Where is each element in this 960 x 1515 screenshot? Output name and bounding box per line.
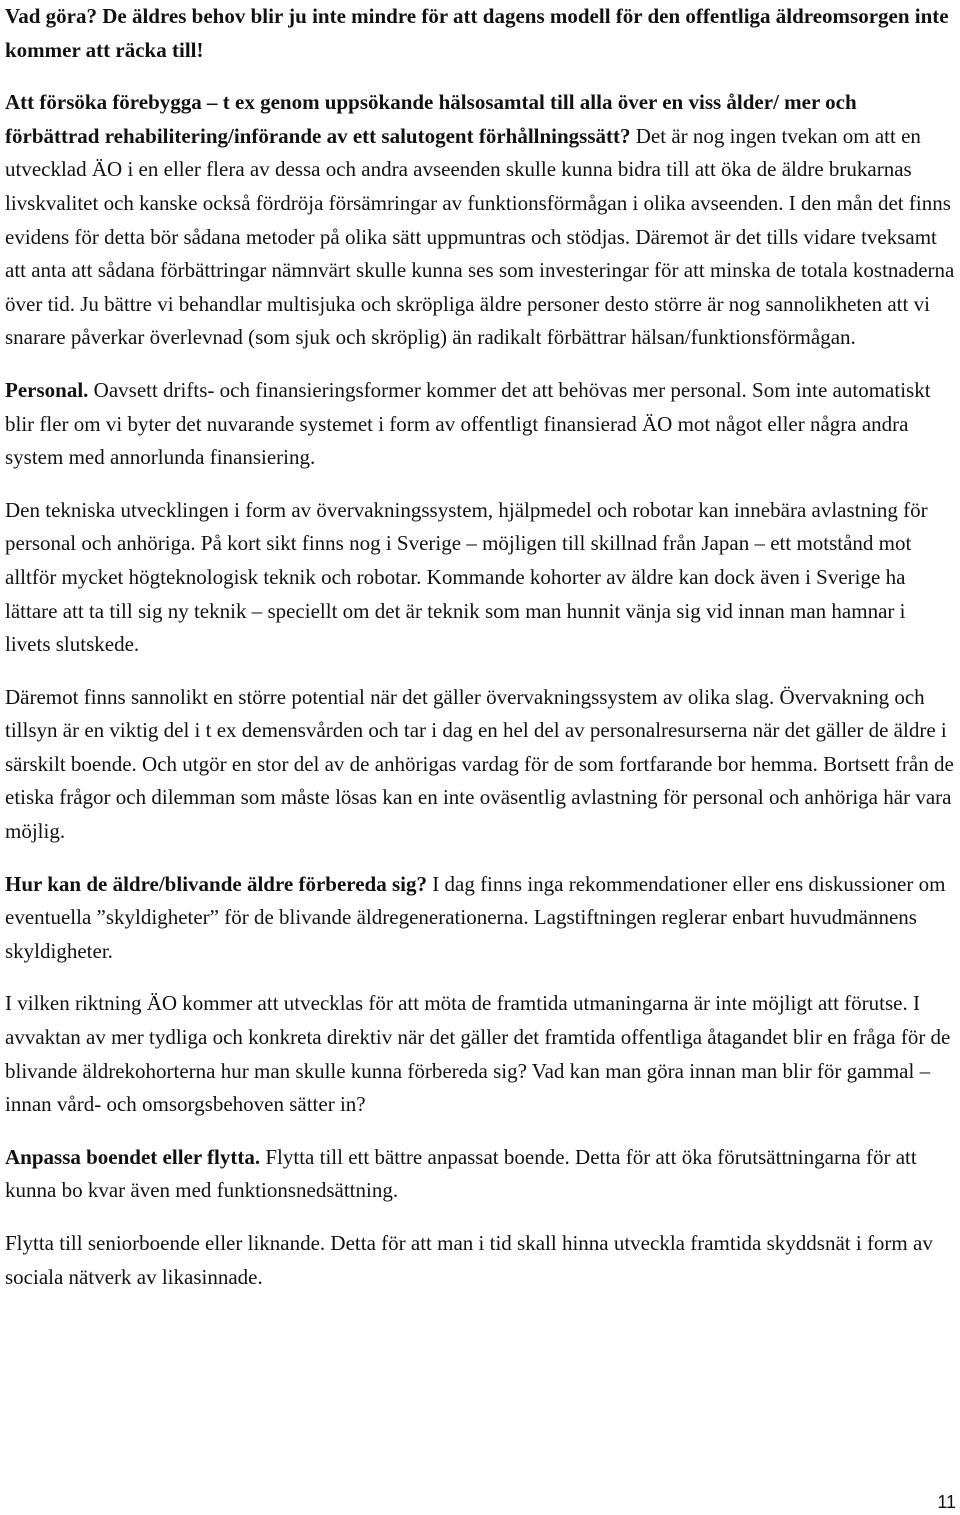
page-number: 11 xyxy=(937,1492,956,1512)
paragraph-housing xyxy=(5,1141,955,1208)
paragraph-preparation xyxy=(5,868,955,969)
section-heading: Vad göra? De äldres behov blir ju inte mindre för att dagens modell för den offentliga äldreomsorgen inte kommer att räcka till! xyxy=(5,4,949,62)
paragraph-body: I dag finns inga rekommendationer eller ens diskussioner om eventuella ”skyldigheter” för de blivande äldregenerationerna. Lagstiftningen reglerar enbart huvudmännens skyldigheter. xyxy=(5,871,946,963)
paragraph-technology xyxy=(5,494,955,662)
paragraph-body: I vilken riktning ÄO kommer att utvecklas för att möta de framtida utmaningarna är inte möjligt att förutse. I avvaktan av mer tydliga och konkreta direktiv när det gäller det framtida offentliga åtagandet blir en fråga för de blivande äldrekohorterna hur man skulle kunna förbereda sig? Vad kan man göra innan man blir för gammal – innan vård- och omsorgsbehoven sätter in? xyxy=(5,991,951,1117)
paragraph-monitoring xyxy=(5,681,955,849)
paragraph-personal xyxy=(5,374,955,475)
paragraph-body: Den tekniska utvecklingen i form av övervakningssystem, hjälpmedel och robotar kan innebära avlastning för personal och anhöriga. På kort sikt finns nog i Sverige – möjligen till skillnad från Japan – ett motstånd mot alltför mycket högteknologisk teknik och robotar. Kommande kohorter av äldre kan dock även i Sverige ha lättare att ta till sig ny teknik – speciellt om det är teknik som man hunnit vänja sig vid innan man hamnar i livets slutskede. xyxy=(5,497,928,657)
paragraph-body: Flytta till ett bättre anpassat boende. Detta för att öka förutsättningarna för att kunna bo kvar även med funktionsnedsättning. xyxy=(5,1144,917,1203)
paragraph-senior-housing xyxy=(5,1227,955,1294)
paragraph-lead: Att försöka förebygga – t ex genom uppsökande hälsosamtal till alla över en viss ålder/ mer och förbättrad rehabilitering/införande av ett salutogent förhållningssätt? xyxy=(5,90,857,148)
paragraph-lead: Anpassa boendet eller flytta. xyxy=(5,1144,261,1169)
paragraph-lead: Hur kan de äldre/blivande äldre förbereda sig? xyxy=(5,871,427,896)
paragraph-body: Däremot finns sannolikt en större potential när det gäller övervakningssystem av olika slag. Övervakning och tillsyn är en viktig del i t ex demensvården och tar i dag en hel del av personalresurserna när det gäller de äldre i särskilt boende. Och utgör en stor del av de anhörigas vardag för de som fortfarande bor hemma. Bortsett från de etiska frågor och dilemman som måste lösas kan en inte oväsentlig avlastning för personal och anhöriga här vara möjlig. xyxy=(5,684,954,844)
paragraph-prevention xyxy=(5,86,955,355)
paragraph-lead: Personal. xyxy=(5,377,89,402)
paragraph-body: Flytta till seniorboende eller liknande. Detta för att man i tid skall hinna utveckla framtida skyddsnät i form av sociala nätverk av likasinnade. xyxy=(5,1231,933,1289)
paragraph-body: Det är nog ingen tvekan om att en utvecklad ÄO i en eller flera av dessa och andra avseenden skulle kunna bidra till att öka de äldre brukarnas livskvalitet och kanske också fördröja försämringar av funktionsförmågan i olika avseenden. I den mån det finns evidens för detta bör sådana metoder på olika sätt uppmuntras och stödjas. Däremot är det tills vidare tveksamt att anta att sådana förbättringar nämnvärt skulle kunna ses som investeringar för att minska de totala kostnaderna över tid. Ju bättre vi behandlar multisjuka och skröpliga äldre personer desto större är nog sannolikheten att vi snarare påverkar överlevnad (som sjuk och skröplig) än radikalt förbättrar hälsan/funktionsförmågan. xyxy=(5,123,955,350)
document-page xyxy=(5,0,955,1313)
paragraph-future-direction xyxy=(5,987,955,1121)
paragraph-body: Oavsett drifts- och finansieringsformer kommer det att behövas mer personal. Som inte automatiskt blir fler om vi byter det nuvarande systemet i form av offentligt finansierad ÄO mot något eller några andra system med annorlunda finansiering. xyxy=(5,377,931,470)
